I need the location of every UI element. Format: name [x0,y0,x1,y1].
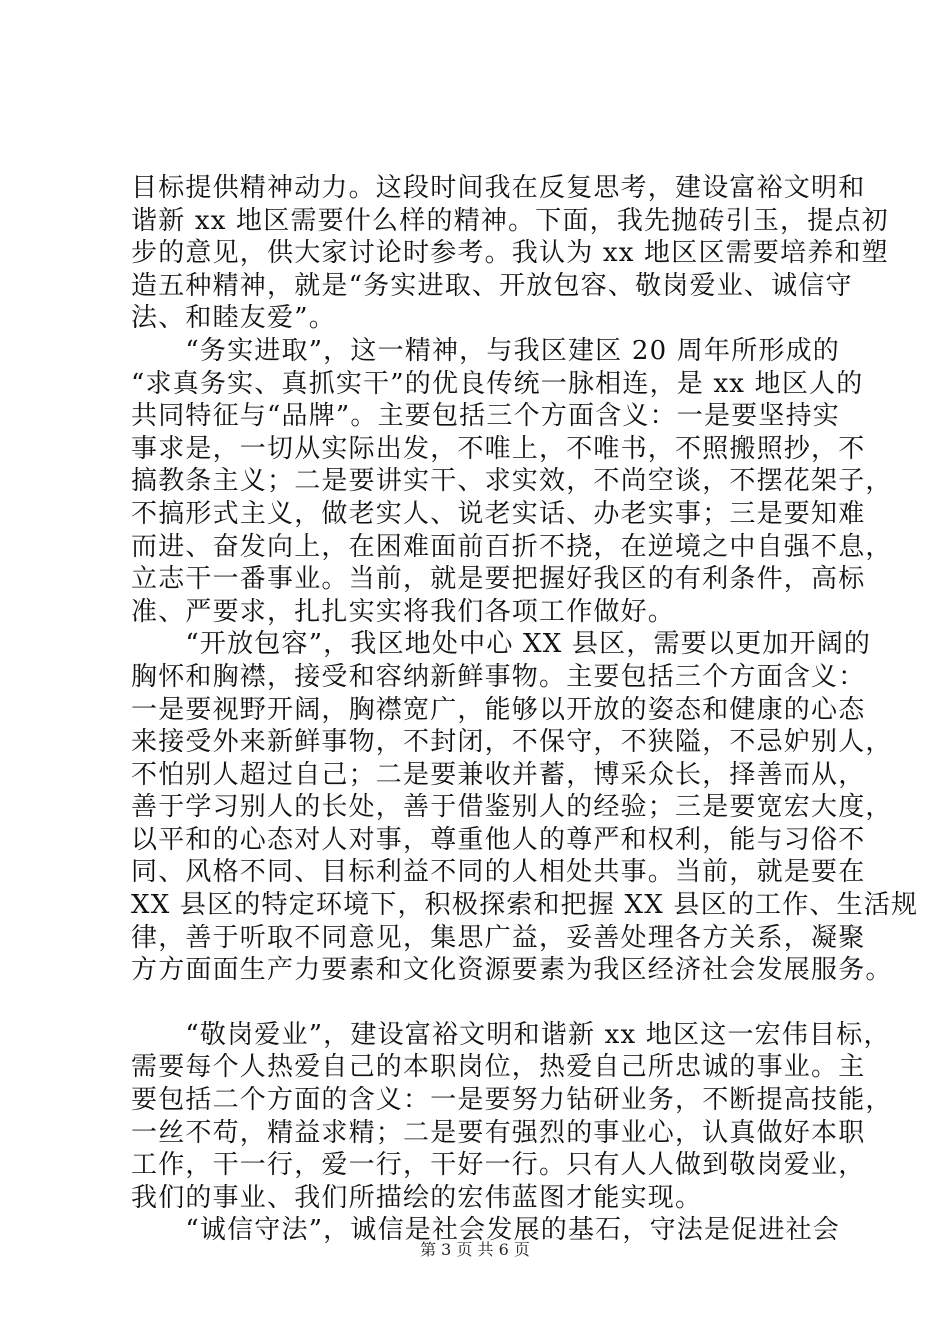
text-line: 需要每个人热爱自己的本职岗位，热爱自己所忠诚的事业。主 [131,1052,866,1083]
text-line: 而进、奋发向上，在困难面前百折不挠，在逆境之中自强不息， [131,531,893,562]
text-line: 善于学习别人的长处，善于借鉴别人的经验；三是要宽宏大度， [131,792,893,823]
text-line: 我们的事业、我们所描绘的宏伟蓝图才能实现。 [131,1182,703,1213]
text-line: “诚信守法”，诚信是社会发展的基石，守法是促进社会 [131,1215,840,1246]
text-line: 谐新 xx 地区需要什么样的精神。下面，我先抛砖引玉，提点初 [131,205,889,236]
text-line: 一丝不苟，精益求精；二是要有强烈的事业心，认真做好本职 [131,1117,866,1148]
text-line: 一是要视野开阔，胸襟宽广，能够以开放的姿态和健康的心态 [131,694,866,725]
text-line: 准、严要求，扎扎实实将我们各项工作做好。 [131,596,676,627]
text-line: 工作，干一行，爱一行，干好一行。只有人人做到敬岗爱业， [131,1150,866,1181]
text-line: XX 县区的特定环境下，积极探索和把握 XX 县区的工作、生活规 [131,890,919,921]
text-line: 共同特征与“品牌”。主要包括三个方面含义：一是要坚持实 [131,401,840,432]
text-line: 目标提供精神动力。这段时间我在反复思考，建设富裕文明和 [131,173,866,203]
text-line: 律，善于听取不同意见，集思广益，妥善处理各方关系，凝聚 [131,922,866,953]
text-line: 不怕别人超过自己；二是要兼收并蓄，博采众长，择善而从， [131,759,866,790]
text-line: “开放包容”，我区地处中心 XX 县区，需要以更加开阔的 [131,629,872,660]
text-line: 不搞形式主义，做老实人、说老实话、办老实事；三是要知难 [131,498,866,529]
text-line: 步的意见，供大家讨论时参考。我认为 xx 地区区需要培养和塑 [131,238,889,269]
text-line: 搞教条主义；二是要讲实干、求实效，不尚空谈，不摆花架子， [131,466,893,497]
text-line: 来接受外来新鲜事物，不封闭，不保守，不狭隘，不忌妒别人， [131,727,893,758]
page-number-footer: 第 3 页 共 6 页 [420,1240,530,1259]
text-line: 以平和的心态对人对事，尊重他人的尊严和权利，能与习俗不 [131,824,866,855]
text-line: 要包括二个方面的含义：一是要努力钻研业务，不断提高技能， [131,1085,893,1116]
text-line: 方方面面生产力要素和文化资源要素为我区经济社会发展服务。 [131,955,893,986]
text-line: 立志干一番事业。当前，就是要把握好我区的有利条件，高标 [131,564,866,595]
text-line: 造五种精神，就是“务实进取、开放包容、敬岗爱业、诚信守 [131,270,853,301]
paragraph-gap [131,987,836,1019]
text-line: 法、和睦友爱”。 [131,303,336,334]
text-line: “务实进取”，这一精神，与我区建区 20 周年所形成的 [131,335,840,366]
text-line: 胸怀和胸襟，接受和容纳新鲜事物。主要包括三个方面含义： [131,661,866,692]
text-line: 同、风格不同、目标利益不同的人相处共事。当前，就是要在 [131,857,866,888]
document-body [131,172,919,1247]
text-line: “求真务实、真抓实干”的优良传统一脉相连，是 xx 地区人的 [131,368,864,399]
text-line: 事求是，一切从实际出发，不唯上，不唯书，不照搬照抄，不 [131,433,866,464]
text-line: “敬岗爱业”，建设富裕文明和谐新 xx 地区这一宏伟目标， [131,1019,891,1050]
